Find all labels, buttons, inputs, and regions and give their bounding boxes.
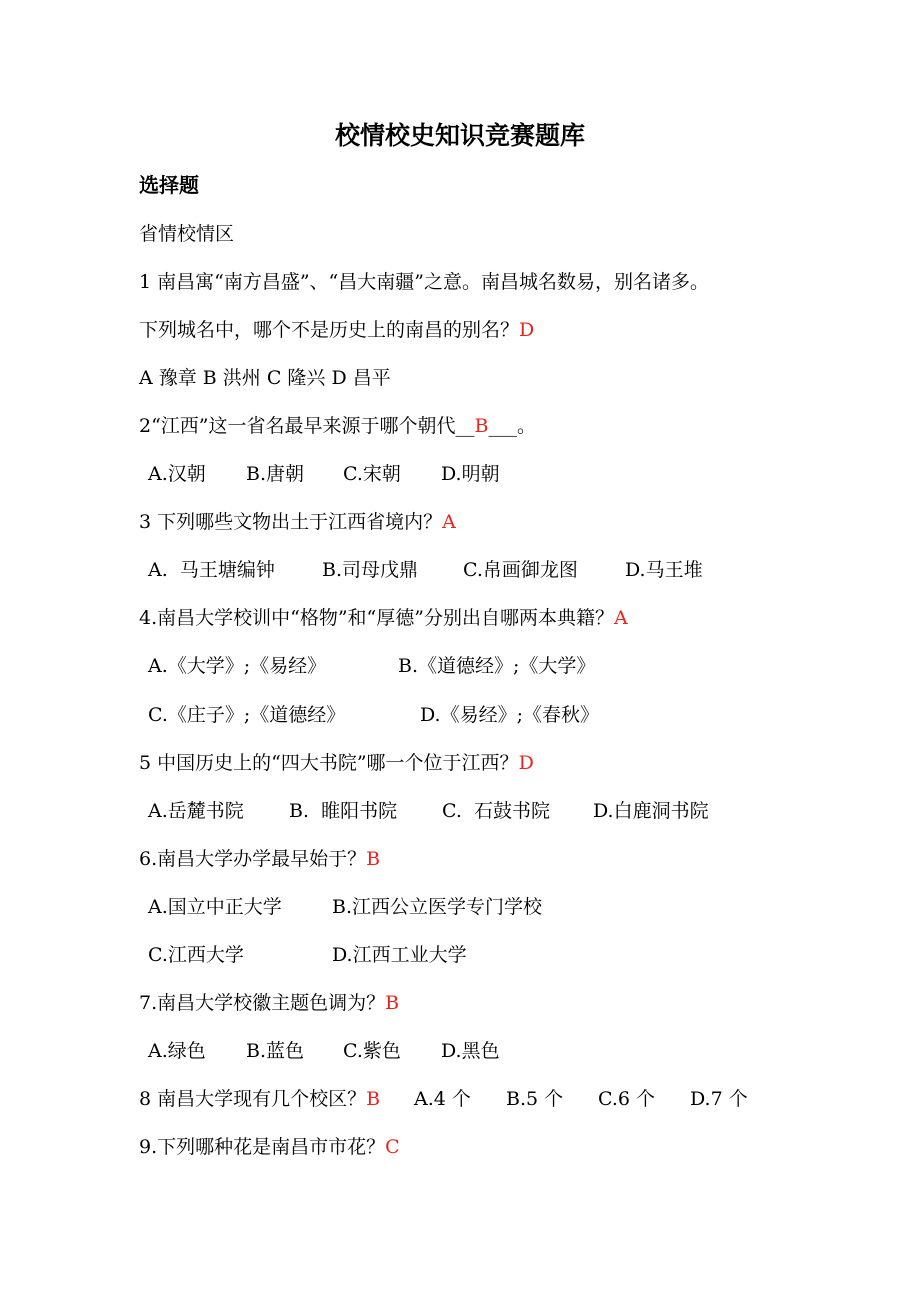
question-4-option-a: A.《大学》;《易经》 [148, 655, 327, 677]
question-2-option-b: B.唐朝 [246, 463, 305, 485]
question-5-option-a: A.岳麓书院 [148, 800, 244, 822]
question-7-option-d: D.黑色 [441, 1040, 500, 1062]
question-4-option-b: B.《道德经》;《大学》 [398, 655, 596, 677]
question-1-text: 下列城名中，哪个不是历史上的南昌的别名？ [139, 319, 520, 341]
question-1-line-1: 1 南昌寓“南方昌盛”、“昌大南疆”之意。南昌城名数易，别名诸多。 [139, 271, 709, 293]
section-heading: 选择题 [139, 173, 199, 197]
subsection-label: 省情校情区 [139, 223, 235, 245]
question-6-answer: B [366, 848, 381, 870]
question-5-text: 5 中国历史上的“四大书院”哪一个位于江西？ [139, 752, 519, 774]
question-2-answer: B [474, 415, 489, 437]
question-1-answer: D [519, 319, 535, 341]
question-4-option-d: D.《易经》;《春秋》 [420, 704, 599, 726]
question-6 [139, 844, 380, 874]
question-3-text: 3 下列哪些文物出土于江西省境内？ [139, 511, 443, 533]
question-2-text: 2“江西”这一省名最早来源于哪个朝代__ [139, 415, 475, 437]
question-5-option-d: D.白鹿洞书院 [593, 800, 709, 822]
question-5-option-c: C. 石鼓书院 [442, 800, 550, 822]
question-6-option-d: D.江西工业大学 [332, 944, 467, 966]
question-6-option-a: A.国立中正大学 [148, 896, 282, 918]
question-4-option-c: C.《庄子》;《道德经》 [148, 704, 346, 726]
question-3-answer: A [442, 511, 456, 533]
question-8-option-c: C.6 个 [598, 1088, 656, 1110]
question-1-options: A 豫章 B 洪州 C 隆兴 D 昌平 [139, 367, 391, 389]
question-6-text: 6.南昌大学办学最早始于？ [139, 848, 367, 870]
question-2-option-c: C.宋朝 [343, 463, 401, 485]
question-5 [139, 748, 534, 778]
question-9-text: 9.下列哪种花是南昌市市花？ [139, 1136, 386, 1158]
question-7 [139, 988, 399, 1018]
question-3-option-a: A. 马王塘编钟 [148, 559, 275, 581]
question-2-text-end: ___。 [488, 415, 537, 437]
question-8-option-b: B.5 个 [506, 1088, 564, 1110]
question-5-answer: D [518, 752, 534, 774]
question-3 [139, 507, 456, 537]
question-8-text: 8 南昌大学现有几个校区？ [139, 1088, 367, 1110]
question-8-option-a: A.4 个 [414, 1088, 471, 1110]
question-6-option-c: C.江西大学 [148, 944, 244, 966]
question-4-text: 4.南昌大学校训中“格物”和“厚德”分别出自哪两本典籍？ [139, 607, 614, 629]
question-2-option-a: A.汉朝 [148, 463, 206, 485]
question-7-text: 7.南昌大学校徽主题色调为？ [139, 992, 386, 1014]
question-8-option-d: D.7 个 [690, 1088, 748, 1110]
question-5-option-b: B. 睢阳书院 [289, 800, 398, 822]
question-7-answer: B [385, 992, 400, 1014]
question-9 [139, 1132, 400, 1162]
question-3-option-b: B.司母戊鼎 [322, 559, 419, 581]
question-2 [139, 411, 536, 441]
question-8-answer: B [366, 1088, 381, 1110]
question-7-option-a: A.绿色 [148, 1040, 206, 1062]
document-title: 校情校史知识竞赛题库 [334, 121, 585, 150]
question-9-answer: C [385, 1136, 400, 1158]
question-6-option-b: B.江西公立医学专门学校 [332, 896, 543, 918]
question-7-option-c: C.紫色 [343, 1040, 401, 1062]
question-4 [139, 603, 628, 633]
question-1-line-2 [139, 315, 534, 345]
question-7-option-b: B.蓝色 [246, 1040, 305, 1062]
question-4-answer: A [613, 607, 628, 629]
question-8 [139, 1084, 380, 1114]
question-3-option-d: D.马王堆 [625, 559, 703, 581]
question-2-option-d: D.明朝 [441, 463, 500, 485]
question-3-option-c: C.帛画御龙图 [463, 559, 578, 581]
